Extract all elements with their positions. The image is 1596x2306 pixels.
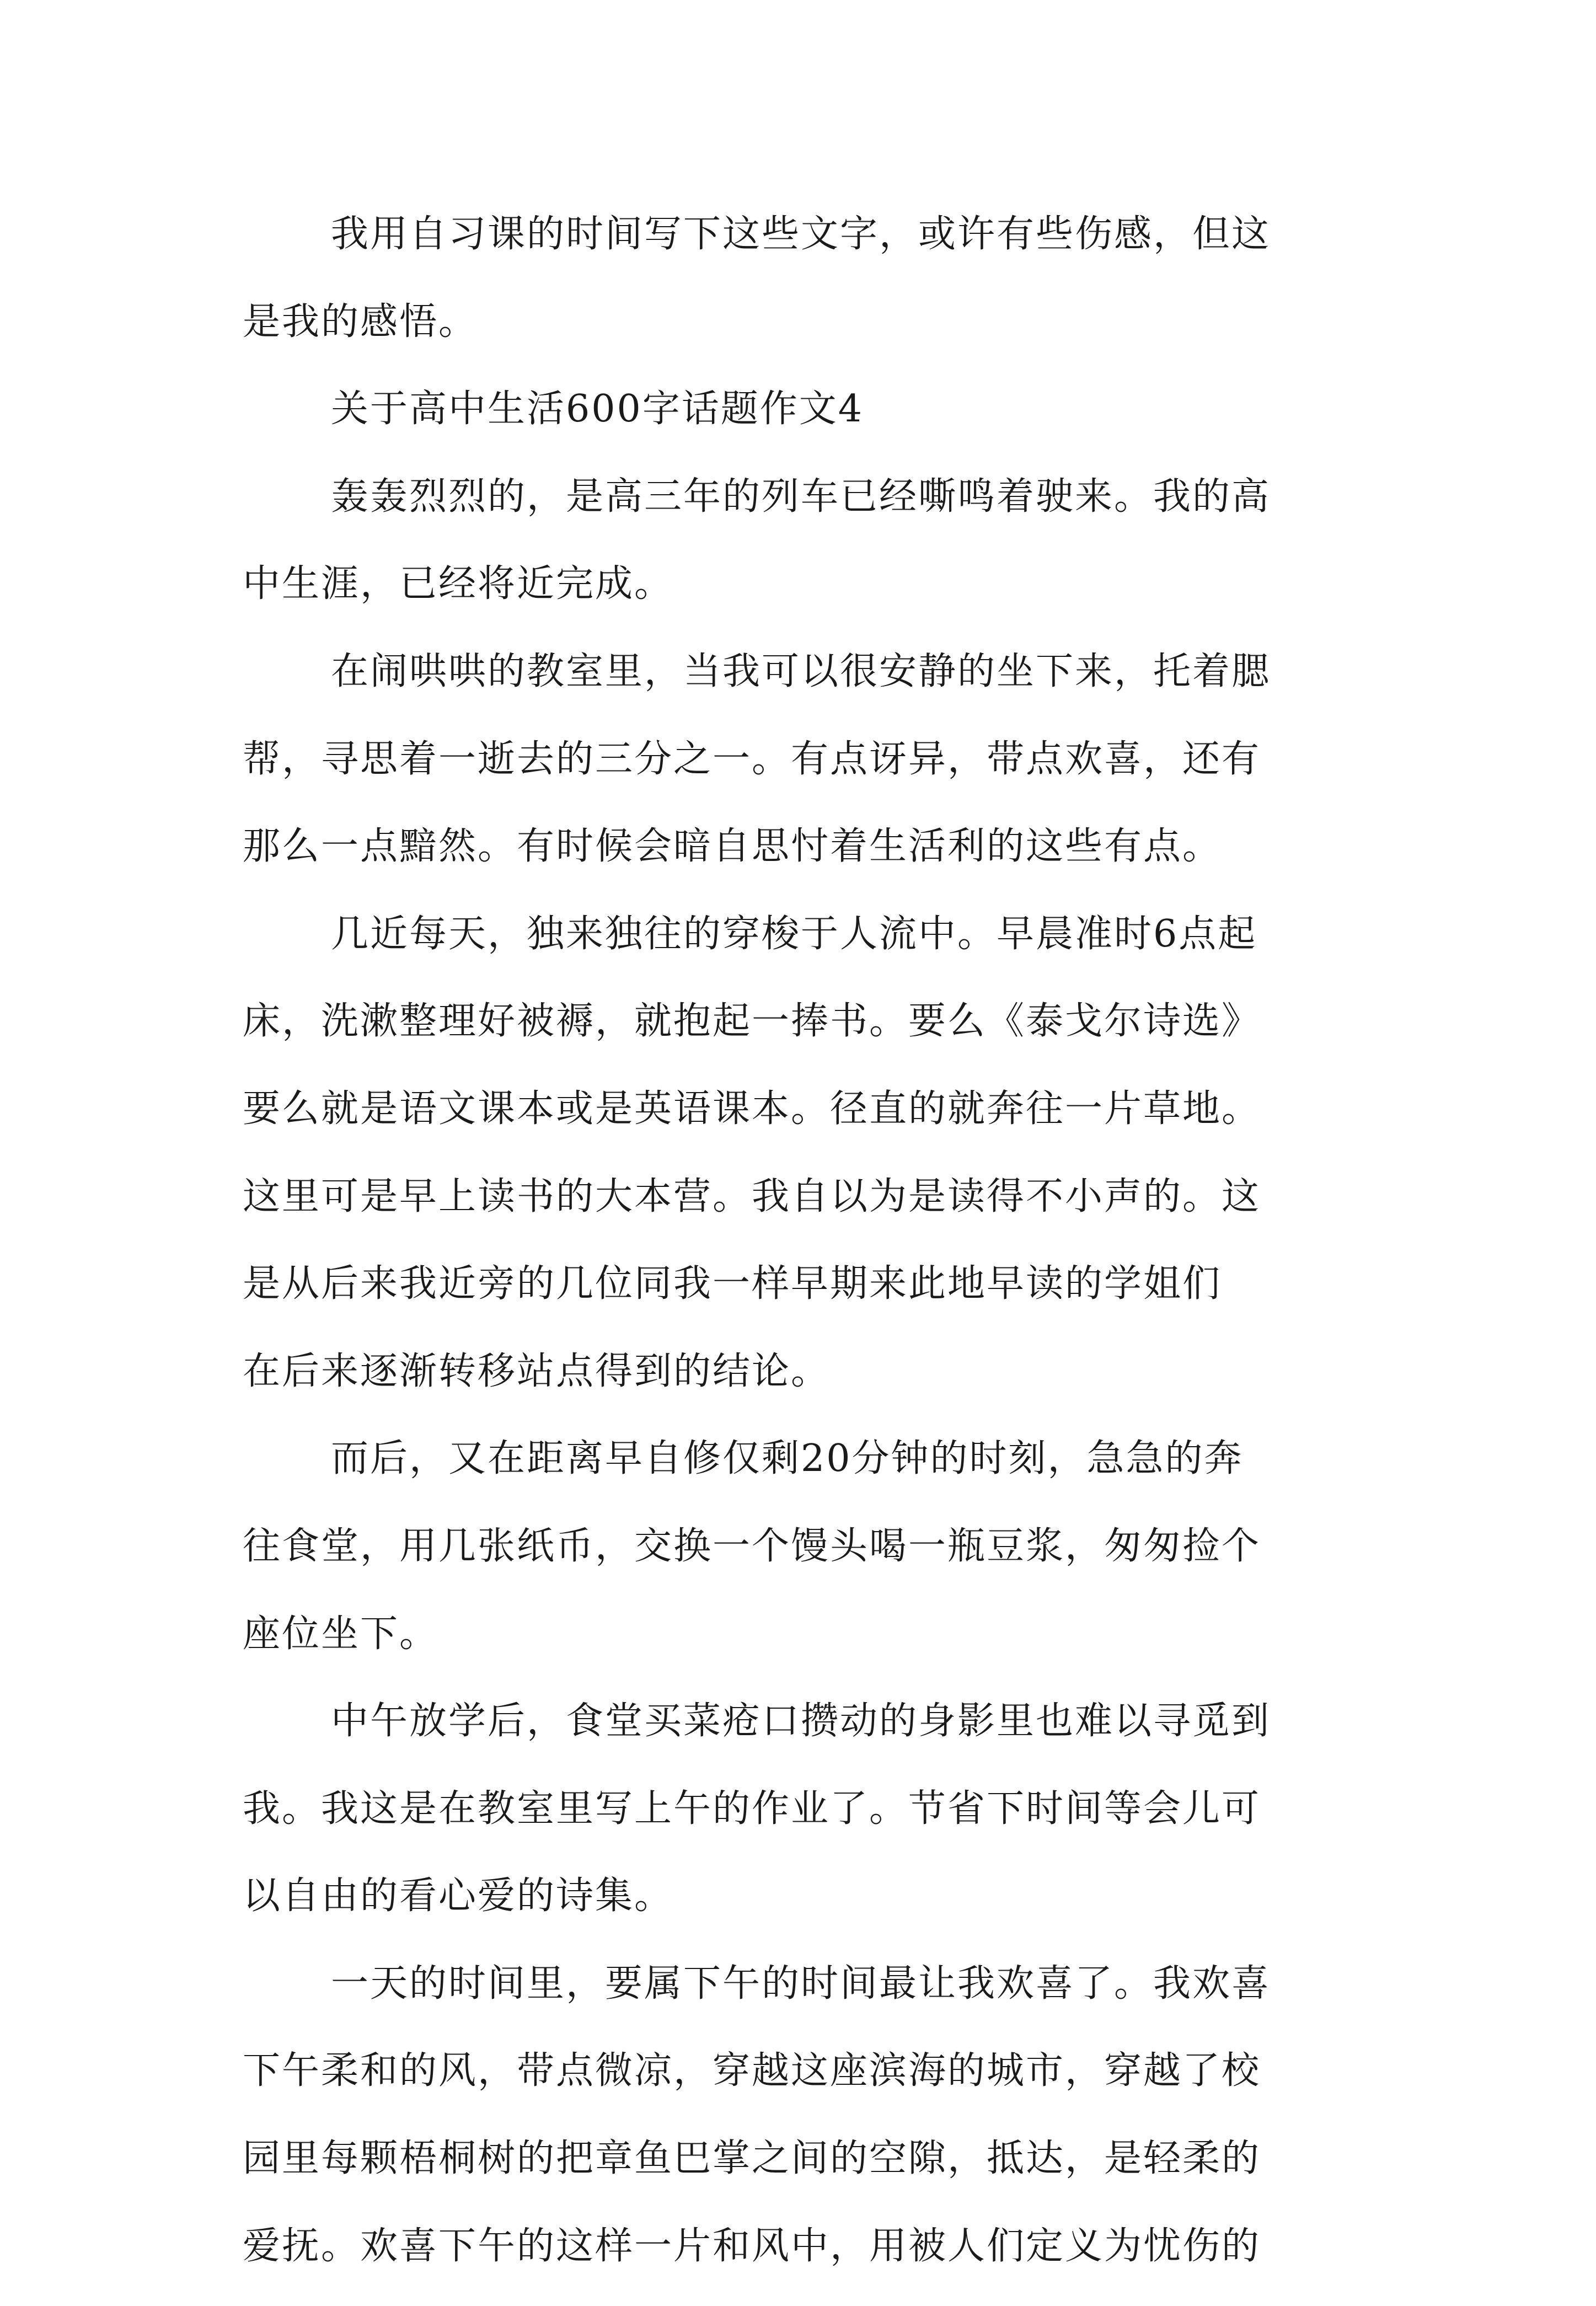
text-line: 以自由的看心爱的诗集。 bbox=[243, 1874, 674, 1918]
text-line: 在后来逐渐转移站点得到的结论。 bbox=[243, 1349, 831, 1393]
text-line: 关于高中生活600字话题作文4 bbox=[331, 387, 864, 431]
text-line: 下午柔和的风，带点微凉，穿越这座滨海的城市，穿越了校 bbox=[243, 2049, 1261, 2093]
text-line: 轰轰烈烈的，是高三年的列车已经嘶鸣着驶来。我的高 bbox=[331, 474, 1271, 518]
text-line: 而后，又在距离早自修仅剩20分钟的时刻，急急的奔 bbox=[331, 1437, 1244, 1481]
text-line: 中生涯，已经将近完成。 bbox=[243, 562, 674, 606]
text-line: 在闹哄哄的教室里，当我可以很安静的坐下来，托着腮 bbox=[331, 649, 1271, 693]
text-line: 是从后来我近旁的几位同我一样早期来此地早读的学姐们 bbox=[243, 1262, 1222, 1306]
text-line: 往食堂，用几张纸币，交换一个馒头喝一瓶豆浆，匆匆捡个 bbox=[243, 1524, 1261, 1568]
text-line: 帮，寻思着一逝去的三分之一。有点讶异，带点欢喜，还有 bbox=[243, 737, 1261, 781]
text-line: 中午放学后，食堂买菜疮口攒动的身影里也难以寻觅到 bbox=[331, 1699, 1271, 1743]
text-line: 要么就是语文课本或是英语课本。径直的就奔往一片草地。 bbox=[243, 1087, 1261, 1131]
text-line: 床，洗漱整理好被褥，就抱起一捧书。要么《泰戈尔诗选》 bbox=[243, 999, 1261, 1044]
text-line: 一天的时间里，要属下午的时间最让我欢喜了。我欢喜 bbox=[331, 1961, 1271, 2005]
text-line: 我。我这是在教室里写上午的作业了。节省下时间等会儿可 bbox=[243, 1786, 1261, 1831]
text-line: 园里每颗梧桐树的把章鱼巴掌之间的空隙，抵达，是轻柔的 bbox=[243, 2137, 1261, 2181]
text-line: 这里可是早上读书的大本营。我自以为是读得不小声的。这 bbox=[243, 1174, 1261, 1218]
text-line: 爱抚。欢喜下午的这样一片和风中，用被人们定义为忧伤的 bbox=[243, 2224, 1261, 2268]
text-line: 我用自习课的时间写下这些文字，或许有些伤感，但这 bbox=[331, 212, 1271, 256]
text-line: 座位坐下。 bbox=[243, 1612, 439, 1656]
text-line: 几近每天，独来独往的穿梭于人流中。早晨准时6点起 bbox=[331, 912, 1257, 956]
document-page bbox=[243, 207, 1368, 2306]
text-line: 是我的感悟。 bbox=[243, 299, 478, 344]
text-line: 那么一点黯然。有时候会暗自思忖着生活利的这些有点。 bbox=[243, 825, 1222, 869]
